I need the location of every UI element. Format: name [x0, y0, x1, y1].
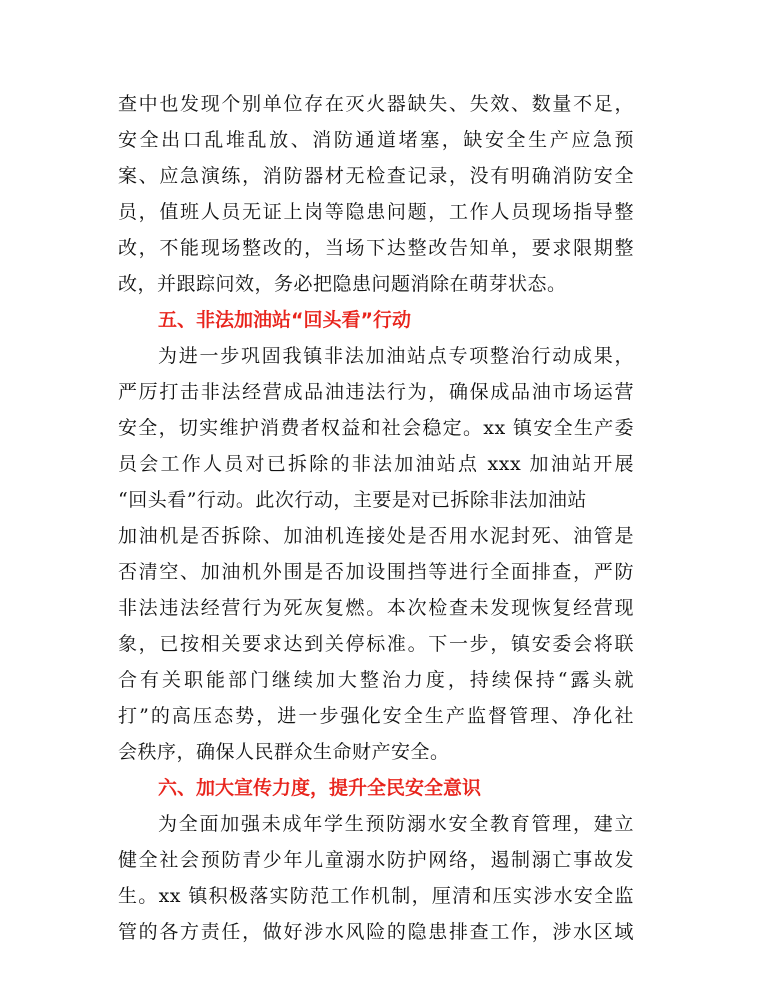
text-line: 生。xx 镇积极落实防范工作机制，厘清和压实涉水安全监 [118, 885, 634, 907]
text-line: 管的各方责任，做好涉水风险的隐患排查工作，涉水区域 [118, 921, 634, 943]
text-line: 员，值班人员无证上岗等隐患问题，工作人员现场指导整 [118, 201, 634, 223]
text-line: 案、应急演练，消防器材无检查记录，没有明确消防安全 [118, 165, 634, 187]
text-line: 打”的高压态势，进一步强化安全生产监督管理、净化社 [118, 705, 634, 727]
paragraph-section-5 [118, 338, 634, 770]
text-line: 非法违法经营行为死灰复燃。本次检查未发现恢复经营现 [118, 597, 634, 619]
text-line: 查中也发现个别单位存在灭火器缺失、失效、数量不足， [118, 93, 634, 115]
text-line: 改，不能现场整改的，当场下达整改告知单，要求限期整 [118, 237, 634, 259]
text-line: 否清空、加油机外围是否加设围挡等进行全面排查，严防 [118, 561, 634, 583]
document-body [118, 86, 634, 950]
paragraph-section-6 [118, 806, 634, 950]
paragraph-continuation [118, 86, 634, 302]
text-line: 为全面加强未成年学生预防溺水安全教育管理，建立 [158, 813, 634, 835]
text-line: 会秩序，确保人民群众生命财产安全。 [118, 741, 450, 763]
text-line: 安全，切实维护消费者权益和社会稳定。xx 镇安全生产委 [118, 417, 634, 439]
text-line: “回头看”行动。此次行动，主要是对已拆除非法加油站 [118, 489, 587, 511]
text-line: 安全出口乱堆乱放、消防通道堵塞，缺安全生产应急预 [118, 129, 634, 151]
text-line: 为进一步巩固我镇非法加油站点专项整治行动成果， [158, 345, 634, 367]
section-heading-5: 五、非法加油站“回头看”行动 [158, 309, 411, 331]
text-line: 加油机是否拆除、加油机连接处是否用水泥封死、油管是 [118, 525, 634, 547]
text-line: 改，并跟踪问效，务必把隐患问题消除在萌芽状态。 [118, 273, 567, 295]
text-line: 健全社会预防青少年儿童溺水防护网络，遏制溺亡事故发 [118, 849, 634, 871]
text-line: 严厉打击非法经营成品油违法行为，确保成品油市场运营 [118, 381, 634, 403]
text-line: 合有关职能部门继续加大整治力度，持续保持“露头就 [118, 669, 634, 691]
section-heading-6: 六、加大宣传力度，提升全民安全意识 [158, 777, 482, 799]
text-line: 员会工作人员对已拆除的非法加油站点 xxx 加油站开展 [118, 453, 634, 475]
text-line: 象，已按相关要求达到关停标准。下一步，镇安委会将联 [118, 633, 634, 655]
